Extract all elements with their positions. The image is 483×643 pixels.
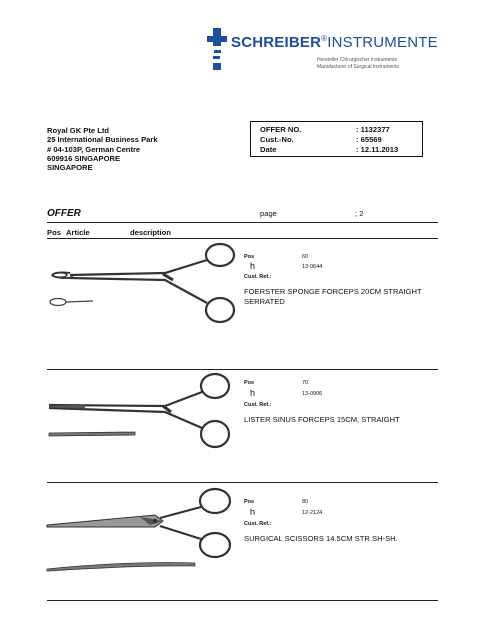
address-line: 609916 SINGAPORE <box>47 153 121 163</box>
divider <box>47 222 438 223</box>
cust-no-label: Cust.-No. <box>260 135 294 144</box>
recipient-address <box>47 126 158 172</box>
divider <box>47 482 438 483</box>
article-number: 13-0644 <box>302 264 323 270</box>
divider <box>47 600 438 601</box>
pos-value: 80 <box>302 499 309 505</box>
cust-no-value: : 65569 <box>356 135 382 144</box>
date-value: : 12.11.2013 <box>356 145 399 154</box>
item-description: FOERSTER SPONGE FORCEPS 20CM STRAIGHT SERRATED <box>244 287 422 306</box>
company-logo <box>207 28 477 78</box>
brand-name <box>231 34 438 51</box>
sinus-forceps-image <box>45 372 240 462</box>
cust-ref-label: Cust. Ref.: <box>244 521 272 527</box>
divider <box>47 238 438 239</box>
date-label: Date <box>260 145 277 154</box>
unit-icon: h <box>250 507 256 517</box>
pos-label: Pos <box>244 499 255 505</box>
address-line: SINGAPORE <box>47 163 93 173</box>
item-description: SURGICAL SCISSORS 14.5CM STR.SH-SH. <box>244 534 398 543</box>
divider <box>47 369 438 370</box>
item-description: LISTER SINUS FORCEPS 15CM, STRAIGHT <box>244 415 400 424</box>
page-label: page <box>260 209 277 218</box>
unit-icon: h <box>250 261 256 271</box>
pos-label: Pos <box>244 380 255 386</box>
unit-icon: h <box>250 388 256 398</box>
page-number: ; 2 <box>355 209 364 218</box>
offer-title: OFFER <box>47 208 81 219</box>
address-line: 25 International Business Park <box>47 135 158 145</box>
pos-value: 60 <box>302 254 309 260</box>
address-line: Royal GK Pte Ltd <box>47 126 110 135</box>
offer-no-label: OFFER NO. <box>260 125 302 134</box>
column-header-article: Article <box>66 228 90 237</box>
cust-ref-label: Cust. Ref.: <box>244 402 272 408</box>
sponge-forceps-image <box>45 240 240 330</box>
brand-subtitle-de: Hersteller Chirurgischer Instrumente <box>317 57 398 63</box>
surgical-scissors-image <box>45 485 240 585</box>
registered-mark: ® <box>321 34 328 43</box>
article-number: 12-2124 <box>302 510 323 516</box>
address-line: # 04-103P, German Centre <box>47 144 141 154</box>
column-header-description: description <box>130 228 171 237</box>
brand-name-bold: SCHREIBER <box>231 34 322 51</box>
schreiber-logo-icon <box>207 28 227 70</box>
column-header-pos: Pos <box>47 228 61 237</box>
offer-item <box>0 372 483 482</box>
offer-no-value: : 1132377 <box>356 125 390 134</box>
brand-name-light: INSTRUMENTE <box>327 34 438 51</box>
article-number: 13-0906 <box>302 391 323 397</box>
brand-subtitle-en: Manufacturer of Surgical Instruments <box>317 64 399 70</box>
offer-item <box>0 485 483 605</box>
pos-label: Pos <box>244 254 255 260</box>
cust-ref-label: Cust. Ref.: <box>244 274 272 280</box>
offer-item <box>0 240 483 370</box>
pos-value: 70 <box>302 380 309 386</box>
offer-info-box <box>250 121 423 157</box>
